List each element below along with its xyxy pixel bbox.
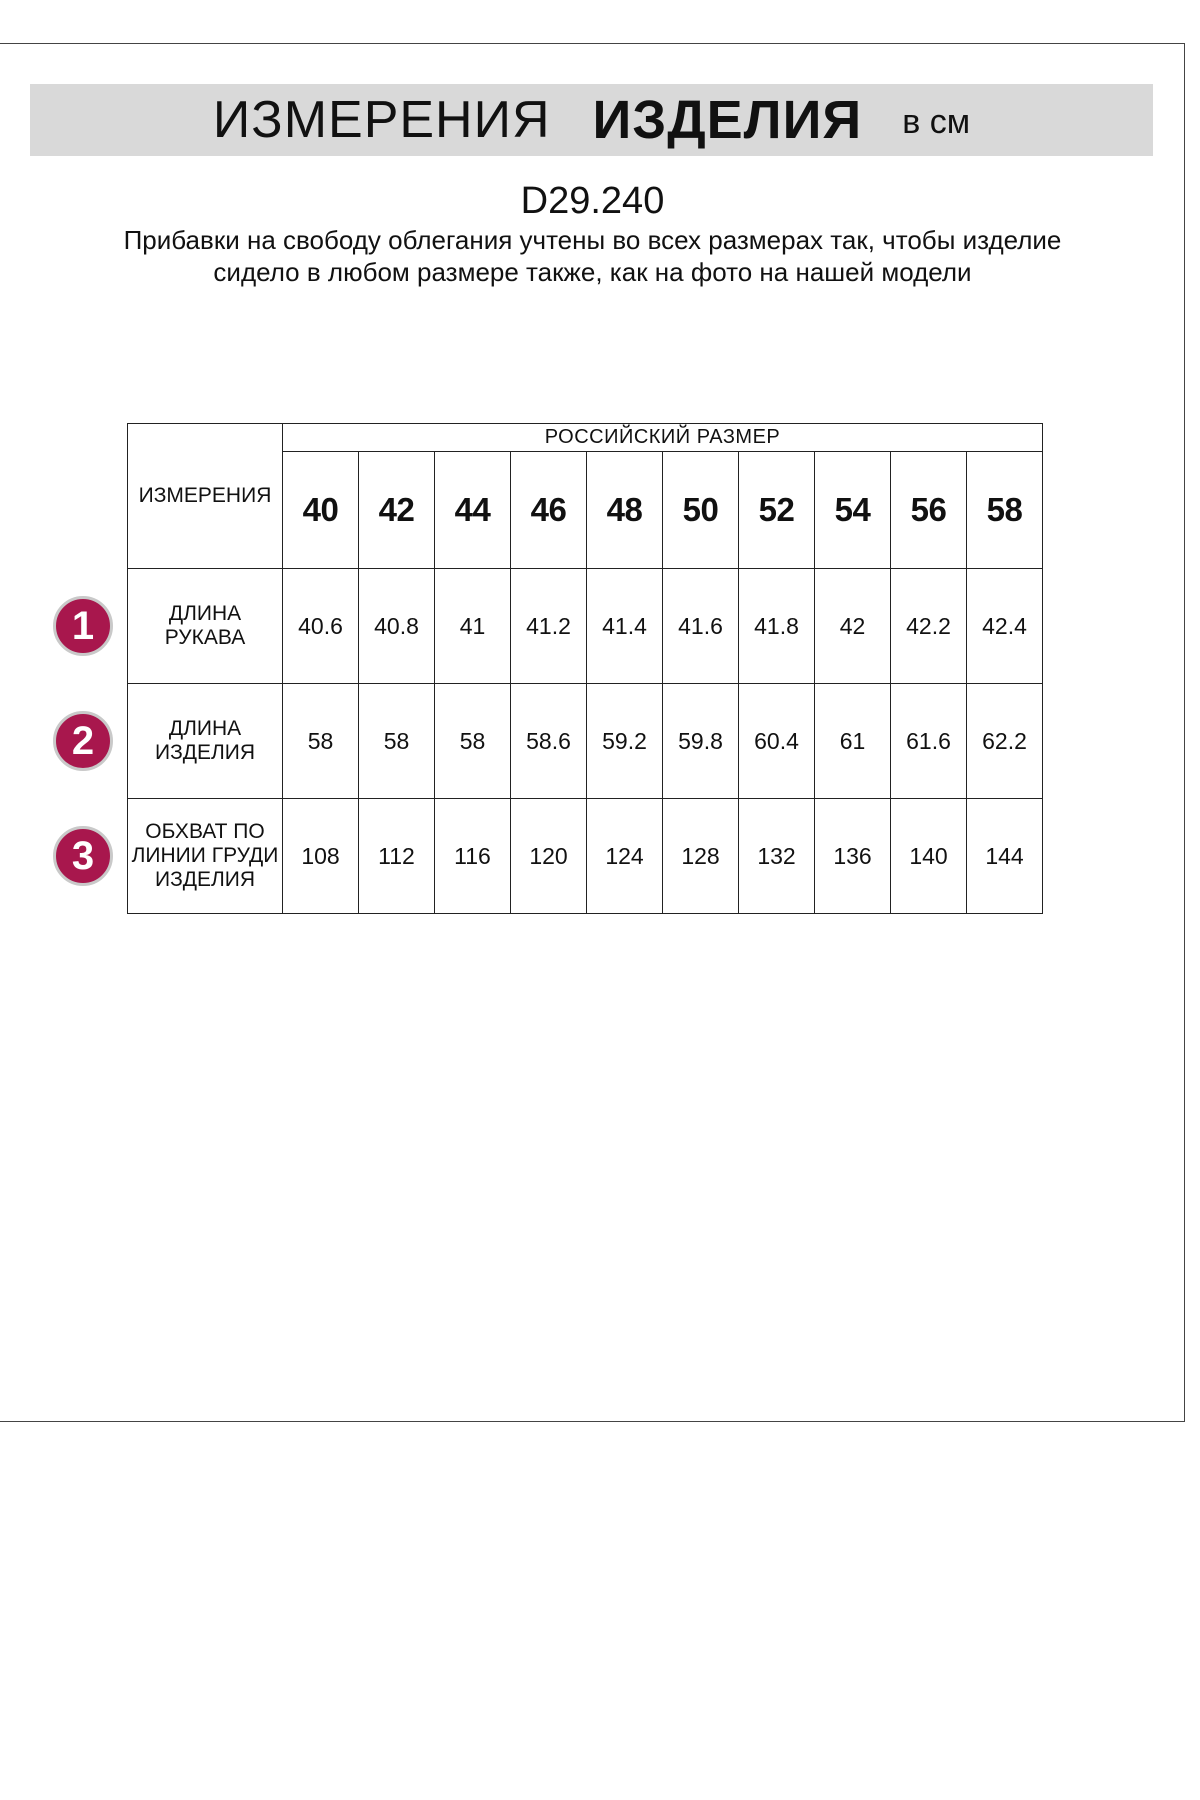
table-cell: 60.4 <box>739 684 815 799</box>
table-cell: 41.8 <box>739 569 815 684</box>
table-cell: 42.4 <box>967 569 1043 684</box>
size-header-cell: 54 <box>815 451 891 568</box>
row-marker-badge: 1 <box>53 596 113 656</box>
table-cell: 136 <box>815 799 891 914</box>
table-cell: 41.6 <box>663 569 739 684</box>
row-marker-badge: 2 <box>53 711 113 771</box>
table-cell: 41.2 <box>511 569 587 684</box>
table-cell: 140 <box>891 799 967 914</box>
size-header-cell: 58 <box>967 451 1043 568</box>
title-light: ИЗМЕРЕНИЯ <box>212 91 551 149</box>
size-header-cell: 52 <box>739 451 815 568</box>
table-cell: 40.8 <box>359 569 435 684</box>
table-cell: 41 <box>435 569 511 684</box>
size-header-cell: 48 <box>587 451 663 568</box>
table-cell: 128 <box>663 799 739 914</box>
table-cell: 59.2 <box>587 684 663 799</box>
table-cell: 59.8 <box>663 684 739 799</box>
table-cell: 58 <box>435 684 511 799</box>
table-cell: 62.2 <box>967 684 1043 799</box>
table-cell: 58 <box>359 684 435 799</box>
row-marker-badge: 3 <box>53 826 113 886</box>
title-unit: в см <box>902 102 971 141</box>
table-cell: 42 <box>815 569 891 684</box>
fit-note: Прибавки на свободу облегания учтены во всех размерах так, чтобы изделие сидело в любом размере также, как на фото на нашей модели <box>123 225 1062 287</box>
measurements-header: ИЗМЕРЕНИЯ <box>128 424 283 569</box>
table-cell: 61 <box>815 684 891 799</box>
size-header-cell: 44 <box>435 451 511 568</box>
table-cell: 144 <box>967 799 1043 914</box>
table-cell: 41.4 <box>587 569 663 684</box>
product-code: D29.240 <box>520 180 665 222</box>
row-label: ОБХВАТ ПО ЛИНИИ ГРУДИ ИЗДЕЛИЯ <box>128 799 283 914</box>
size-header-cell: 56 <box>891 451 967 568</box>
size-header-cell: 42 <box>359 451 435 568</box>
row-label: ДЛИНА РУКАВА <box>128 569 283 684</box>
table-cell: 58 <box>283 684 359 799</box>
table-cell: 40.6 <box>283 569 359 684</box>
russian-size-header: РОССИЙСКИЙ РАЗМЕР <box>283 424 1043 452</box>
table-cell: 124 <box>587 799 663 914</box>
row-label: ДЛИНА ИЗДЕЛИЯ <box>128 684 283 799</box>
title-bold: ИЗДЕЛИЯ <box>592 90 863 150</box>
table-cell: 116 <box>435 799 511 914</box>
table-cell: 108 <box>283 799 359 914</box>
table-row <box>128 799 1043 914</box>
size-header-cell: 46 <box>511 451 587 568</box>
header-row <box>128 424 1043 452</box>
size-table <box>127 423 1043 914</box>
table-cell: 42.2 <box>891 569 967 684</box>
table-cell: 132 <box>739 799 815 914</box>
title-banner <box>30 84 1153 156</box>
table-row <box>128 684 1043 799</box>
table-cell: 58.6 <box>511 684 587 799</box>
size-header-cell: 40 <box>283 451 359 568</box>
table-row <box>128 569 1043 684</box>
size-header-cell: 50 <box>663 451 739 568</box>
table-cell: 120 <box>511 799 587 914</box>
table-cell: 112 <box>359 799 435 914</box>
table-cell: 61.6 <box>891 684 967 799</box>
